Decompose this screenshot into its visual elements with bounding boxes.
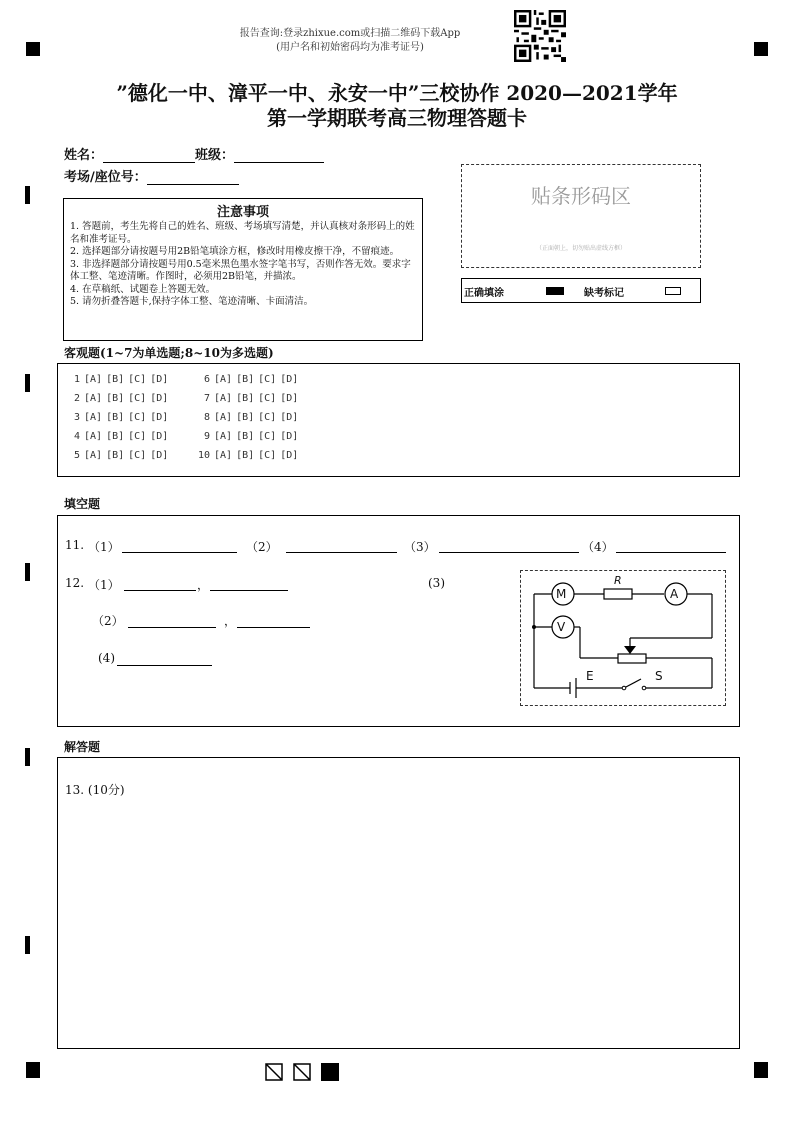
q11-part-2: （2） <box>246 540 278 554</box>
choice-option[interactable]: [C] <box>128 393 147 404</box>
absent-mark-label: 缺考标记 <box>584 288 624 299</box>
barcode-hint: （正面朝上，切勿贴出虚线方框） <box>535 245 626 252</box>
choice-option[interactable]: [B] <box>236 450 255 461</box>
choice-option[interactable]: [C] <box>258 374 277 385</box>
q11-answer-1[interactable] <box>122 552 237 553</box>
absent-mark-box[interactable] <box>665 287 681 295</box>
notice-item: 3. 非选择题部分请按题号用0.5毫米黑色墨水签字笔书写，否则作答无效。要求字体工整、笔迹清晰。作图时，必须用2B铅笔，并描浓。 <box>70 258 411 282</box>
side-marker <box>25 936 30 954</box>
choice-option[interactable]: [C] <box>128 431 147 442</box>
choice-row <box>196 374 302 385</box>
q11-label: 11. <box>65 538 85 552</box>
choice-option[interactable]: [B] <box>106 412 125 423</box>
choice-option[interactable]: [A] <box>214 412 233 423</box>
fill-title: 填空题 <box>64 497 101 511</box>
notice-title: 注意事项 <box>216 205 269 220</box>
corner-marker-bottom-left <box>26 1062 40 1078</box>
q12-answer-1a[interactable] <box>124 590 196 591</box>
question-number: 4 <box>73 431 80 442</box>
q11-answer-3[interactable] <box>439 552 579 553</box>
choice-option[interactable]: [A] <box>84 412 103 423</box>
resistor-label: R <box>614 574 622 587</box>
q11-part-4: （4） <box>582 540 614 554</box>
choice-option[interactable]: [C] <box>258 412 277 423</box>
correct-fill-label: 正确填涂 <box>464 288 504 299</box>
question-number: 9 <box>203 431 210 442</box>
choice-row <box>66 393 172 404</box>
seat-field[interactable] <box>147 170 239 185</box>
choice-option[interactable]: [B] <box>106 374 125 385</box>
q11-answer-2[interactable] <box>286 552 397 553</box>
choice-option[interactable]: [B] <box>236 393 255 404</box>
choice-row <box>196 412 302 423</box>
barcode-area[interactable] <box>461 164 701 268</box>
rheostat-slider-icon <box>624 646 636 654</box>
question-number: 2 <box>73 393 80 404</box>
choice-row <box>196 393 302 404</box>
battery-label: E <box>586 669 594 683</box>
q12-answer-2a[interactable] <box>128 627 216 628</box>
circuit-diagram <box>520 570 726 706</box>
choice-option[interactable]: [C] <box>128 412 147 423</box>
student-info <box>64 144 324 188</box>
choice-option[interactable]: [D] <box>280 374 299 385</box>
choice-option[interactable]: [A] <box>214 374 233 385</box>
side-marker <box>25 374 30 392</box>
q12-label: 12. <box>65 576 85 590</box>
corner-marker-top-left <box>26 42 40 56</box>
choice-option[interactable]: [A] <box>84 393 103 404</box>
choice-option[interactable]: [A] <box>214 450 233 461</box>
class-field[interactable] <box>234 148 324 163</box>
choice-option[interactable]: [B] <box>236 412 255 423</box>
meter-v-label: V <box>557 620 566 634</box>
choice-option[interactable]: [C] <box>258 393 277 404</box>
choice-option[interactable]: [B] <box>236 374 255 385</box>
choice-option[interactable]: [D] <box>280 431 299 442</box>
q11-part-1: （1） <box>88 540 120 554</box>
question-number: 10 <box>197 450 210 461</box>
side-marker <box>25 748 30 766</box>
choice-option[interactable]: [D] <box>150 374 169 385</box>
corner-marker-bottom-right <box>754 1062 768 1078</box>
answer-title: 解答题 <box>64 740 101 754</box>
choice-row <box>196 431 302 442</box>
q12-answer-1b[interactable] <box>210 590 288 591</box>
choice-option[interactable]: [C] <box>258 431 277 442</box>
choice-option[interactable]: [C] <box>128 450 147 461</box>
page-marker-icon <box>265 1063 283 1081</box>
objective-title: 客观题(1~7为单选题;8~10为多选题) <box>64 346 274 360</box>
page-marker-icon <box>293 1063 311 1081</box>
notice-item: 4. 在草稿纸、试题卷上答题无效。 <box>70 283 216 295</box>
q12-part-1: （1） <box>88 578 120 592</box>
question-number: 6 <box>203 374 210 385</box>
choice-option[interactable]: [A] <box>214 431 233 442</box>
question-number: 3 <box>73 412 80 423</box>
question-number: 5 <box>73 450 80 461</box>
choice-option[interactable]: [D] <box>150 450 169 461</box>
q13-label: 13. (10分) <box>65 783 125 797</box>
choice-option[interactable]: [A] <box>214 393 233 404</box>
choice-option[interactable]: [C] <box>258 450 277 461</box>
q12-answer-4[interactable] <box>117 665 212 666</box>
notice-box <box>63 198 423 341</box>
choice-option[interactable]: [D] <box>280 393 299 404</box>
choice-row <box>196 450 302 461</box>
q12-answer-2b[interactable] <box>237 627 310 628</box>
page-marker-filled <box>321 1063 339 1081</box>
question-number: 1 <box>73 374 80 385</box>
query-line-1: 报告查询:登录zhixue.com或扫描二维码下载App <box>239 28 461 39</box>
choice-option[interactable]: [B] <box>106 450 125 461</box>
page-title: ”德化一中、漳平一中、永安一中”三校协作 2020—2021学年 <box>116 81 678 105</box>
meter-a-label: A <box>670 587 679 601</box>
q11-part-3: （3） <box>404 540 436 554</box>
q12-comma-1: ， <box>197 578 210 592</box>
notice-item: 2. 选择题部分请按题号用2B铅笔填涂方框，修改时用橡皮擦干净，不留痕迹。 <box>70 246 400 257</box>
choice-option[interactable]: [A] <box>84 374 103 385</box>
q12-comma-2: ， <box>224 614 237 628</box>
side-marker <box>25 186 30 204</box>
choice-option[interactable]: [D] <box>280 412 299 423</box>
choice-option[interactable]: [D] <box>280 450 299 461</box>
qr-code-icon[interactable] <box>514 10 566 62</box>
notice-item: 5. 请勿折叠答题卡,保持字体工整、笔迹清晰、卡面清洁。 <box>70 296 314 307</box>
answer-box[interactable] <box>57 757 740 1049</box>
choice-row <box>66 431 172 442</box>
meter-m-label: M <box>556 587 567 601</box>
choice-option[interactable]: [D] <box>150 393 169 404</box>
notice-item: 1. 答题前，考生先将自己的姓名、班级、考场填写清楚，并认真核对条形码上的姓名和准考证号。 <box>70 221 415 245</box>
name-label: 姓名： <box>64 148 104 163</box>
query-line-2: (用户名和初始密码均为准考证号) <box>276 42 424 53</box>
correct-fill-sample <box>546 287 564 295</box>
side-marker <box>25 563 30 581</box>
q12-part-3: (3) <box>428 576 445 590</box>
question-number: 7 <box>203 393 210 404</box>
choice-row <box>66 412 172 423</box>
question-number: 8 <box>203 412 210 423</box>
choice-option[interactable]: [B] <box>106 393 125 404</box>
class-label: 班级： <box>195 148 235 163</box>
switch-label: S <box>655 669 663 683</box>
q12-part-4: (4) <box>98 651 115 665</box>
choice-option[interactable]: [A] <box>84 431 103 442</box>
choice-option[interactable]: [A] <box>84 450 103 461</box>
page-subtitle: 第一学期联考高三物理答题卡 <box>267 106 527 130</box>
choice-row <box>66 450 172 461</box>
corner-marker-top-right <box>754 42 768 56</box>
choice-row <box>66 374 172 385</box>
choice-option[interactable]: [D] <box>150 431 169 442</box>
choice-option[interactable]: [D] <box>150 412 169 423</box>
seat-label: 考场/座位号： <box>64 170 147 185</box>
marks-box <box>461 278 701 303</box>
choice-option[interactable]: [B] <box>106 431 125 442</box>
choice-option[interactable]: [C] <box>128 374 147 385</box>
choice-option[interactable]: [B] <box>236 431 255 442</box>
barcode-label: 贴条形码区 <box>531 184 631 208</box>
q11-answer-4[interactable] <box>616 552 726 553</box>
name-field[interactable] <box>103 148 195 163</box>
q12-part-2: （2） <box>92 614 124 628</box>
